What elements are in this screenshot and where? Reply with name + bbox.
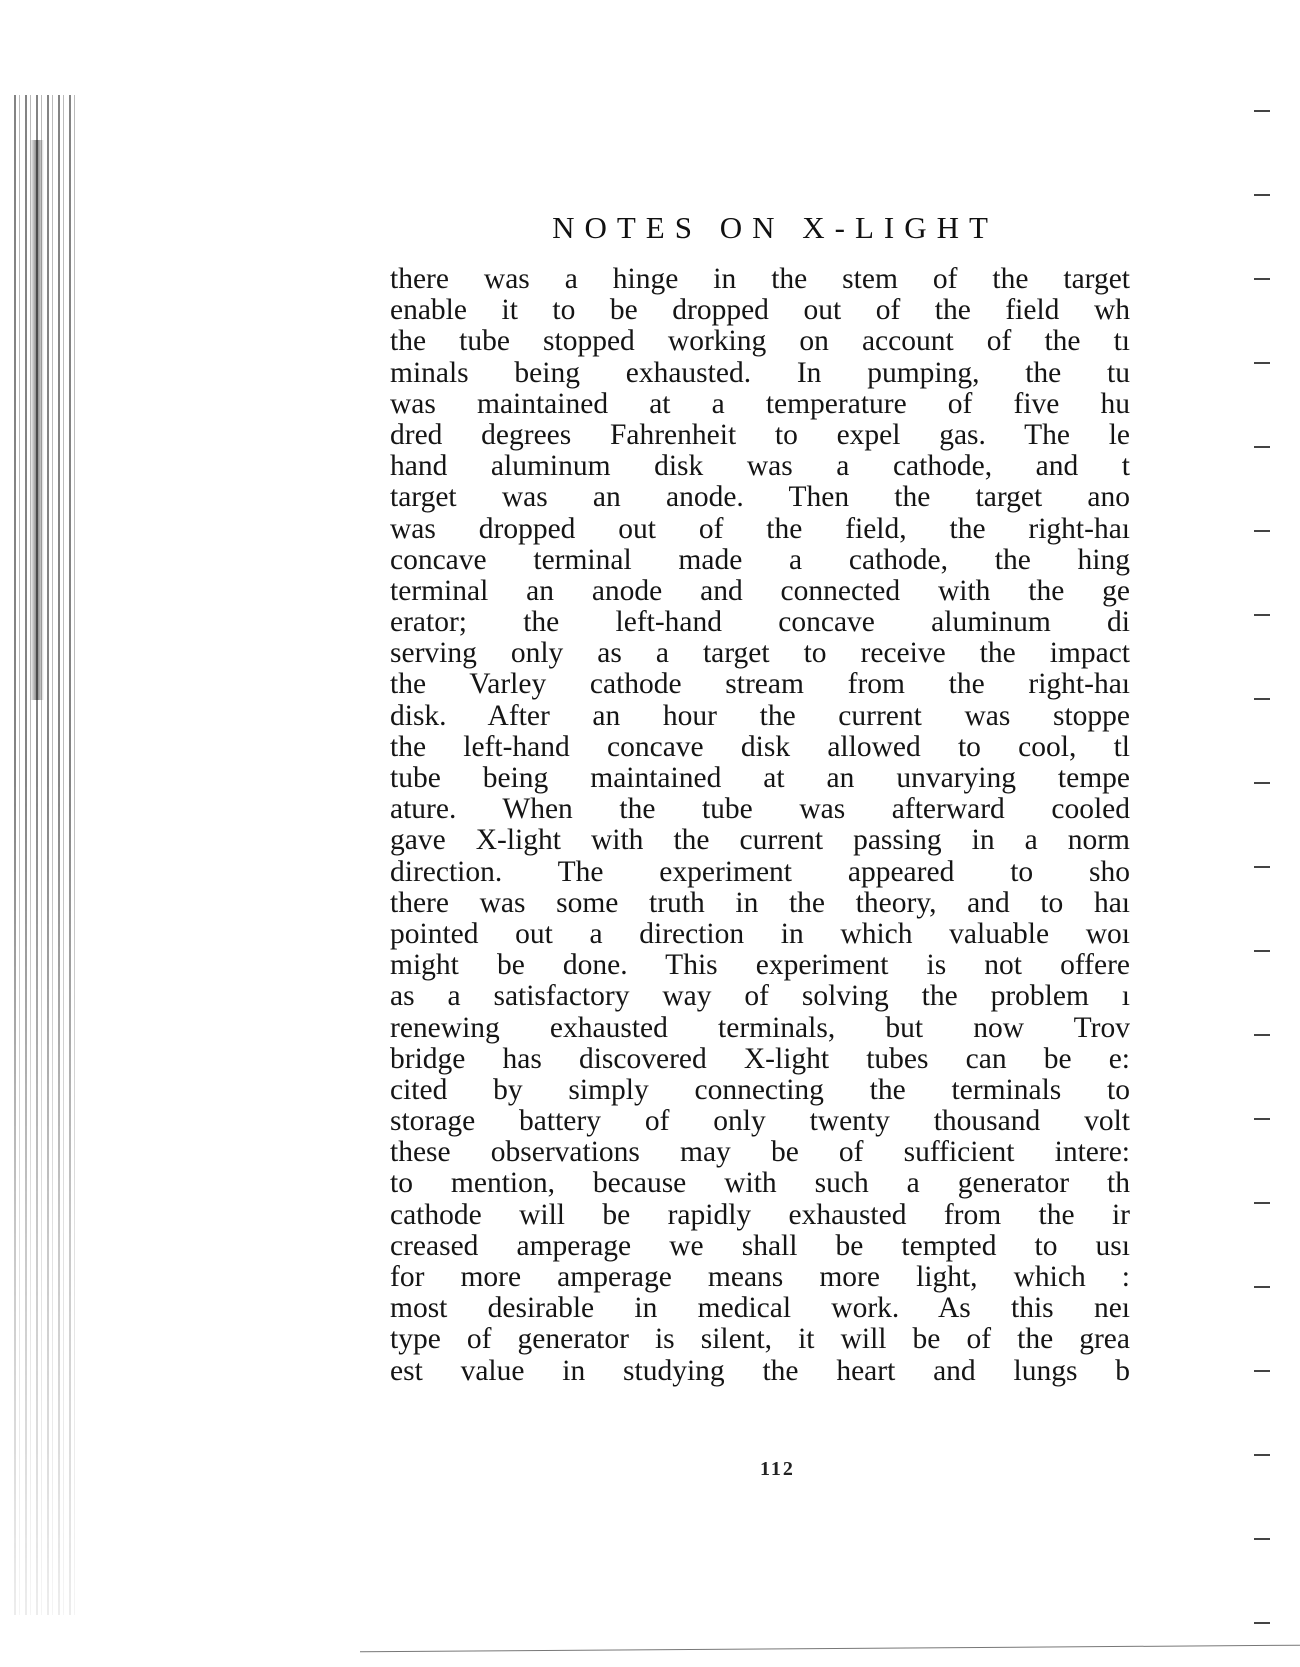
text-line: cited by simply connecting the terminals to	[390, 1074, 1130, 1106]
margin-tick	[1254, 614, 1270, 616]
margin-tick	[1254, 1370, 1270, 1372]
margin-tick	[1254, 1034, 1270, 1036]
margin-tick	[1254, 866, 1270, 868]
margin-tick	[1254, 950, 1270, 952]
text-line: erator; the left-hand concave aluminum di	[390, 607, 1130, 639]
book-page	[390, 210, 1130, 1510]
text-line: to mention, because with such a generator th	[390, 1168, 1130, 1200]
margin-tick	[1254, 110, 1270, 112]
text-line: storage battery of only twenty thousand volt	[390, 1106, 1130, 1138]
running-head: NOTES ON X-LIGHT	[552, 210, 998, 245]
margin-tick	[1254, 1118, 1270, 1120]
text-line: est value in studying the heart and lungs b	[390, 1355, 1130, 1387]
text-line: was dropped out of the field, the right-haı	[390, 513, 1130, 545]
margin-tick	[1254, 698, 1270, 700]
text-line: dred degrees Fahrenheit to expel gas. The le	[390, 419, 1130, 451]
text-line: most desirable in medical work. As this neı	[390, 1293, 1130, 1325]
text-line: as a satisfactory way of solving the problem ı	[390, 981, 1130, 1013]
scanned-binding-edge	[14, 95, 76, 1615]
text-line: concave terminal made a cathode, the hing	[390, 544, 1130, 576]
margin-tick	[1254, 782, 1270, 784]
text-line: serving only as a target to receive the impact	[390, 638, 1130, 670]
text-line: creased amperage we shall be tempted to usı	[390, 1230, 1130, 1262]
text-line: bridge has discovered X-light tubes can be e:	[390, 1043, 1130, 1075]
text-line: disk. After an hour the current was stoppe	[390, 700, 1130, 732]
text-line: there was some truth in the theory, and to haı	[390, 887, 1130, 919]
scan-bottom-edge	[360, 1645, 1300, 1653]
text-line: target was an anode. Then the target ano	[390, 482, 1130, 514]
margin-tick	[1254, 1454, 1270, 1456]
text-line: hand aluminum disk was a cathode, and t	[390, 451, 1130, 483]
text-line: was maintained at a temperature of five hu	[390, 388, 1130, 420]
text-line: type of generator is silent, it will be of the grea	[390, 1324, 1130, 1356]
margin-tick-marks	[1254, 0, 1274, 1667]
margin-tick	[1254, 1202, 1270, 1204]
text-line: enable it to be dropped out of the field wh	[390, 295, 1130, 327]
margin-tick	[1254, 1538, 1270, 1540]
text-line: ature. When the tube was afterward cooled	[390, 794, 1130, 826]
margin-tick	[1254, 362, 1270, 364]
text-line: the Varley cathode stream from the right-haı	[390, 669, 1130, 701]
text-line: these observations may be of sufficient intere:	[390, 1137, 1130, 1169]
margin-tick	[1254, 446, 1270, 448]
text-line: for more amperage means more light, which :	[390, 1262, 1130, 1293]
margin-tick	[1254, 278, 1270, 280]
text-line: tube being maintained at an unvarying tempe	[390, 763, 1130, 794]
text-line: renewing exhausted terminals, but now Trov	[390, 1012, 1130, 1044]
text-line: gave X-light with the current passing in a norm	[390, 825, 1130, 857]
text-line: direction. The experiment appeared to sho	[390, 856, 1130, 888]
binding-shadow	[30, 140, 44, 700]
margin-tick	[1254, 1622, 1270, 1624]
margin-tick	[1254, 530, 1270, 532]
text-line: minals being exhausted. In pumping, the tu	[390, 357, 1130, 389]
text-line: might be done. This experiment is not offere	[390, 950, 1130, 982]
text-line: the left-hand concave disk allowed to cool, tl	[390, 731, 1130, 763]
text-line: pointed out a direction in which valuable woı	[390, 918, 1130, 950]
text-line: there was a hinge in the stem of the target	[390, 264, 1130, 295]
text-line: terminal an anode and connected with the ge	[390, 575, 1130, 607]
margin-tick	[1254, 1286, 1270, 1288]
margin-tick	[1254, 194, 1270, 196]
body-text	[390, 264, 1130, 1387]
page-number: 112	[760, 1458, 795, 1480]
text-line: cathode will be rapidly exhausted from the ir	[390, 1199, 1130, 1231]
text-line: the tube stopped working on account of the tı	[390, 326, 1130, 358]
